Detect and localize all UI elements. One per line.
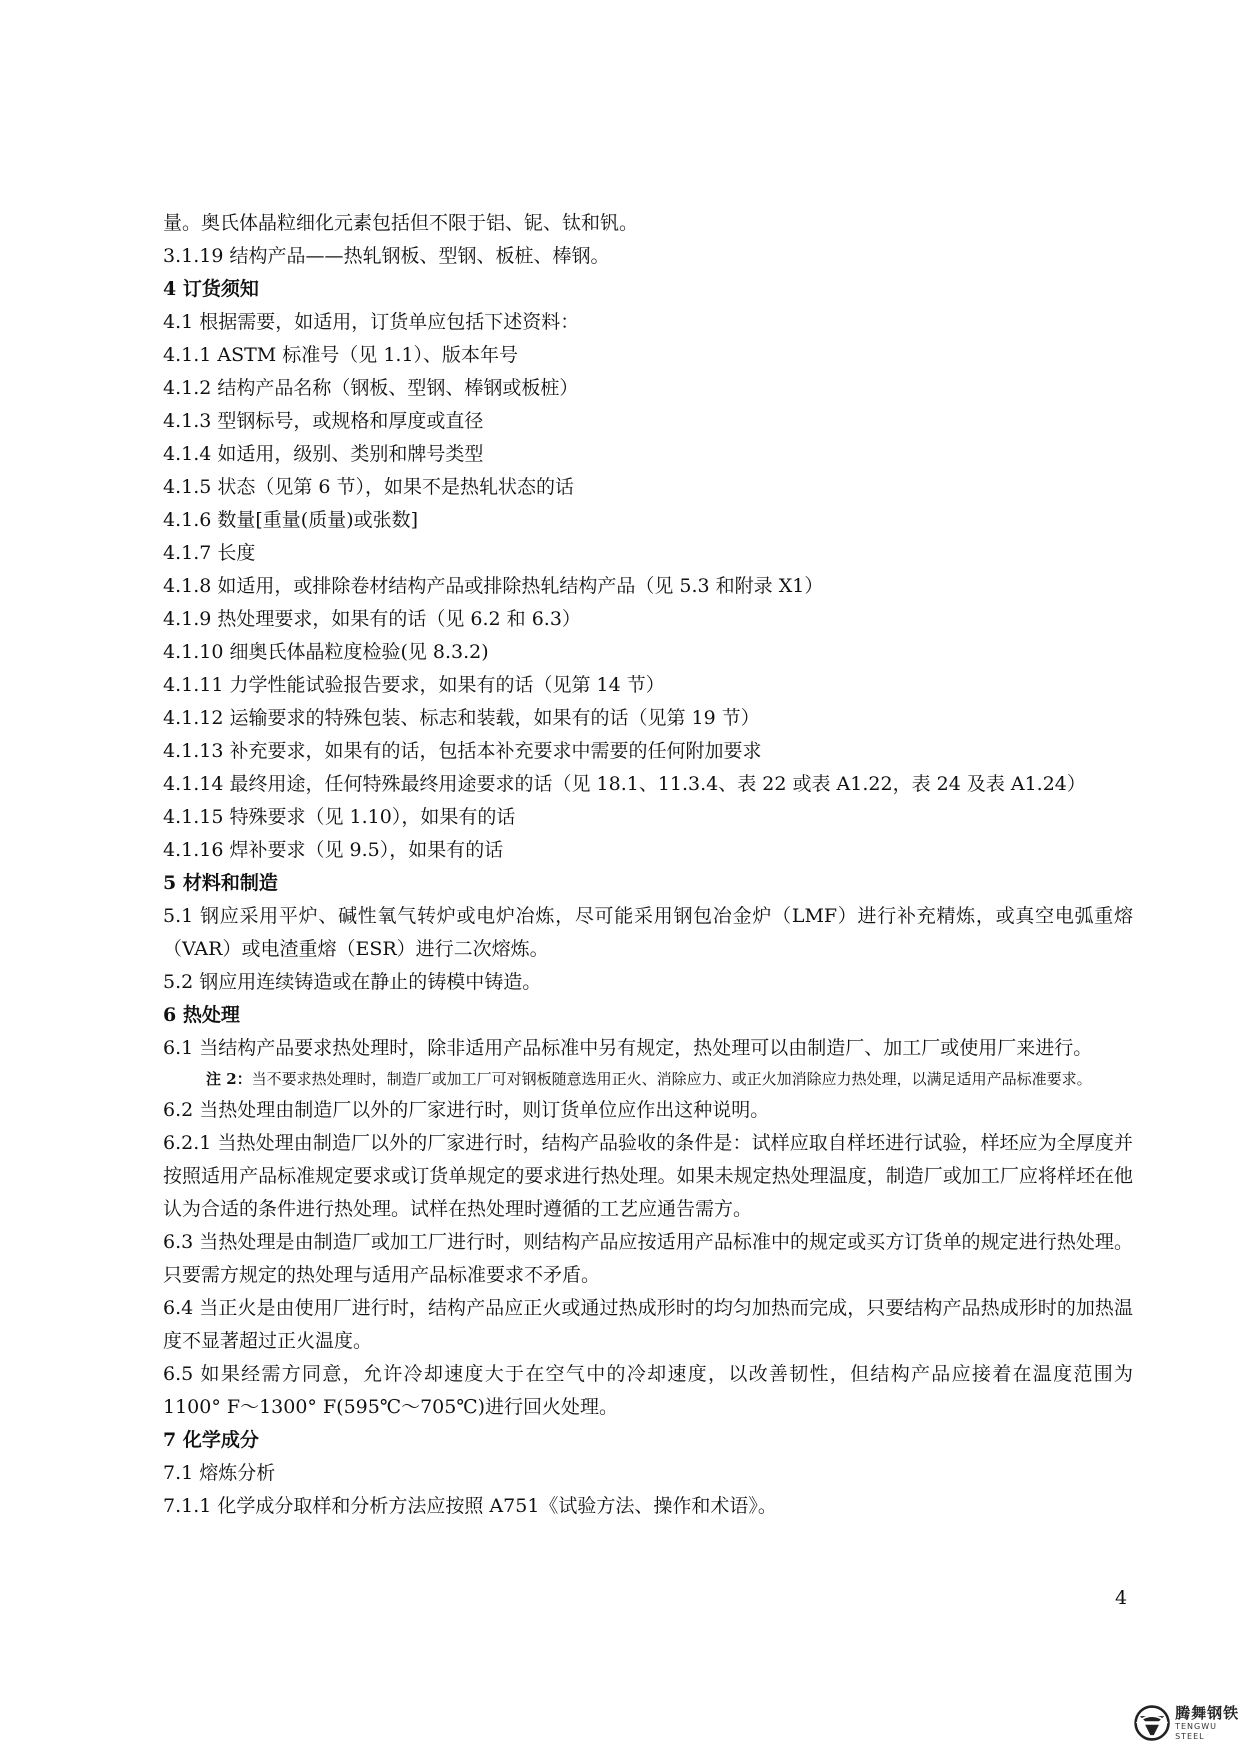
paragraph-line: 4.1.8 如适用，或排除卷材结构产品或排除热轧结构产品（见 5.3 和附录 X1）	[163, 575, 824, 597]
paragraph-line: 7.1 熔炼分析	[163, 1462, 276, 1484]
paragraph-line: 4.1.11 力学性能试验报告要求，如果有的话（见第 14 节）	[163, 674, 665, 696]
section-heading: 6 热处理	[163, 1004, 240, 1026]
paragraph-line: 6.4 当正火是由使用厂进行时，结构产品应正火或通过热成形时的均匀加热而完成，只要结构产品热成形时的加热温度不显著超过正火温度。	[163, 1297, 1133, 1352]
paragraph-line: 5.2 钢应用连续铸造或在静止的铸模中铸造。	[163, 971, 542, 993]
paragraph-line: 4.1.2 结构产品名称（钢板、型钢、棒钢或板桩）	[163, 377, 579, 399]
tengwu-logo-icon	[1133, 1701, 1171, 1745]
logo-english-text: TENGWU STEEL	[1175, 1722, 1217, 1741]
logo-chinese-text: 腾舞钢铁	[1175, 1704, 1240, 1722]
paragraph-line: 6.2.1 当热处理由制造厂以外的厂家进行时，结构产品验收的条件是：试样应取自样坯进行试验，样坯应为全厚度并按照适用产品标准规定要求或订货单规定的要求进行热处理。如果未规定热处理温度，制造厂或加工厂应将样坯在他认为合适的条件进行热处理。试样在热处理时遵循的工艺应通告需方。	[163, 1132, 1133, 1220]
paragraph-line: 7.1.1 化学成分取样和分析方法应按照 A751《试验方法、操作和术语》。	[163, 1495, 777, 1517]
paragraph-line: 4.1.3 型钢标号，或规格和厚度或直径	[163, 410, 484, 432]
paragraph-line: 5.1 钢应采用平炉、碱性氧气转炉或电炉冶炼，尽可能采用钢包冶金炉（LMF）进行补充精炼，或真空电弧重熔（VAR）或电渣重熔（ESR）进行二次熔炼。	[163, 905, 1133, 960]
note-text: 当不要求热处理时，制造厂或加工厂可对钢板随意选用正火、消除应力、或正火加消除应力热处理，以满足适用产品标准要求。	[251, 1070, 1092, 1088]
paragraph-line: 4.1.15 特殊要求（见 1.10），如果有的话	[163, 806, 516, 828]
paragraph-line: 4.1.10 细奥氏体晶粒度检验(见 8.3.2)	[163, 641, 489, 663]
note-label: 注 2：	[206, 1070, 252, 1088]
paragraph-line: 6.2 当热处理由制造厂以外的厂家进行时，则订货单位应作出这种说明。	[163, 1099, 770, 1121]
section-heading: 7 化学成分	[163, 1429, 259, 1451]
section-heading: 5 材料和制造	[163, 872, 278, 894]
paragraph-line: 6.3 当热处理是由制造厂或加工厂进行时，则结构产品应按适用产品标准中的规定或买方订货单的规定进行热处理。只要需方规定的热处理与适用产品标准要求不矛盾。	[163, 1231, 1133, 1286]
page-number: 4	[1115, 1587, 1128, 1609]
paragraph-line: 4.1.6 数量[重量(质量)或张数]	[163, 509, 419, 531]
paragraph-line: 4.1.12 运输要求的特殊包装、标志和装载，如果有的话（见第 19 节）	[163, 707, 760, 729]
paragraph-line: 6.1 当结构产品要求热处理时，除非适用产品标准中另有规定，热处理可以由制造厂、加工厂或使用厂来进行。	[163, 1037, 1093, 1059]
paragraph-line: 4.1.1 ASTM 标准号（见 1.1）、版本年号	[163, 344, 519, 366]
paragraph-line: 4.1.5 状态（见第 6 节），如果不是热轧状态的话	[163, 476, 575, 498]
paragraph-line: 4.1.16 焊补要求（见 9.5），如果有的话	[163, 839, 504, 861]
paragraph-line: 量。奥氏体晶粒细化元素包括但不限于铝、铌、钛和钒。	[163, 212, 639, 234]
document-body	[163, 207, 1133, 1523]
paragraph-line: 6.5 如果经需方同意，允许冷却速度大于在空气中的冷却速度，以改善韧性，但结构产品应接着在温度范围为 1100° F～1300° F(595℃～705℃)进行回火处理。	[163, 1363, 1133, 1418]
paragraph-line: 4.1.7 长度	[163, 542, 256, 564]
section-heading: 4 订货须知	[163, 278, 259, 300]
paragraph-line: 4.1 根据需要，如适用，订货单应包括下述资料：	[163, 311, 580, 333]
brand-logo	[1133, 1701, 1240, 1745]
paragraph-line: 4.1.9 热处理要求，如果有的话（见 6.2 和 6.3）	[163, 608, 581, 630]
text-block-2	[163, 1094, 1133, 1523]
paragraph-line: 4.1.4 如适用，级别、类别和牌号类型	[163, 443, 484, 465]
paragraph-line: 4.1.14 最终用途，任何特殊最终用途要求的话（见 18.1、11.3.4、表 22 或表 A1.22，表 24 及表 A1.24）	[163, 773, 1086, 795]
paragraph-line: 3.1.19 结构产品——热轧钢板、型钢、板桩、棒钢。	[163, 245, 610, 267]
note-2	[163, 1065, 1133, 1094]
text-block-1	[163, 207, 1133, 1065]
paragraph-line: 4.1.13 补充要求，如果有的话，包括本补充要求中需要的任何附加要求	[163, 740, 762, 762]
